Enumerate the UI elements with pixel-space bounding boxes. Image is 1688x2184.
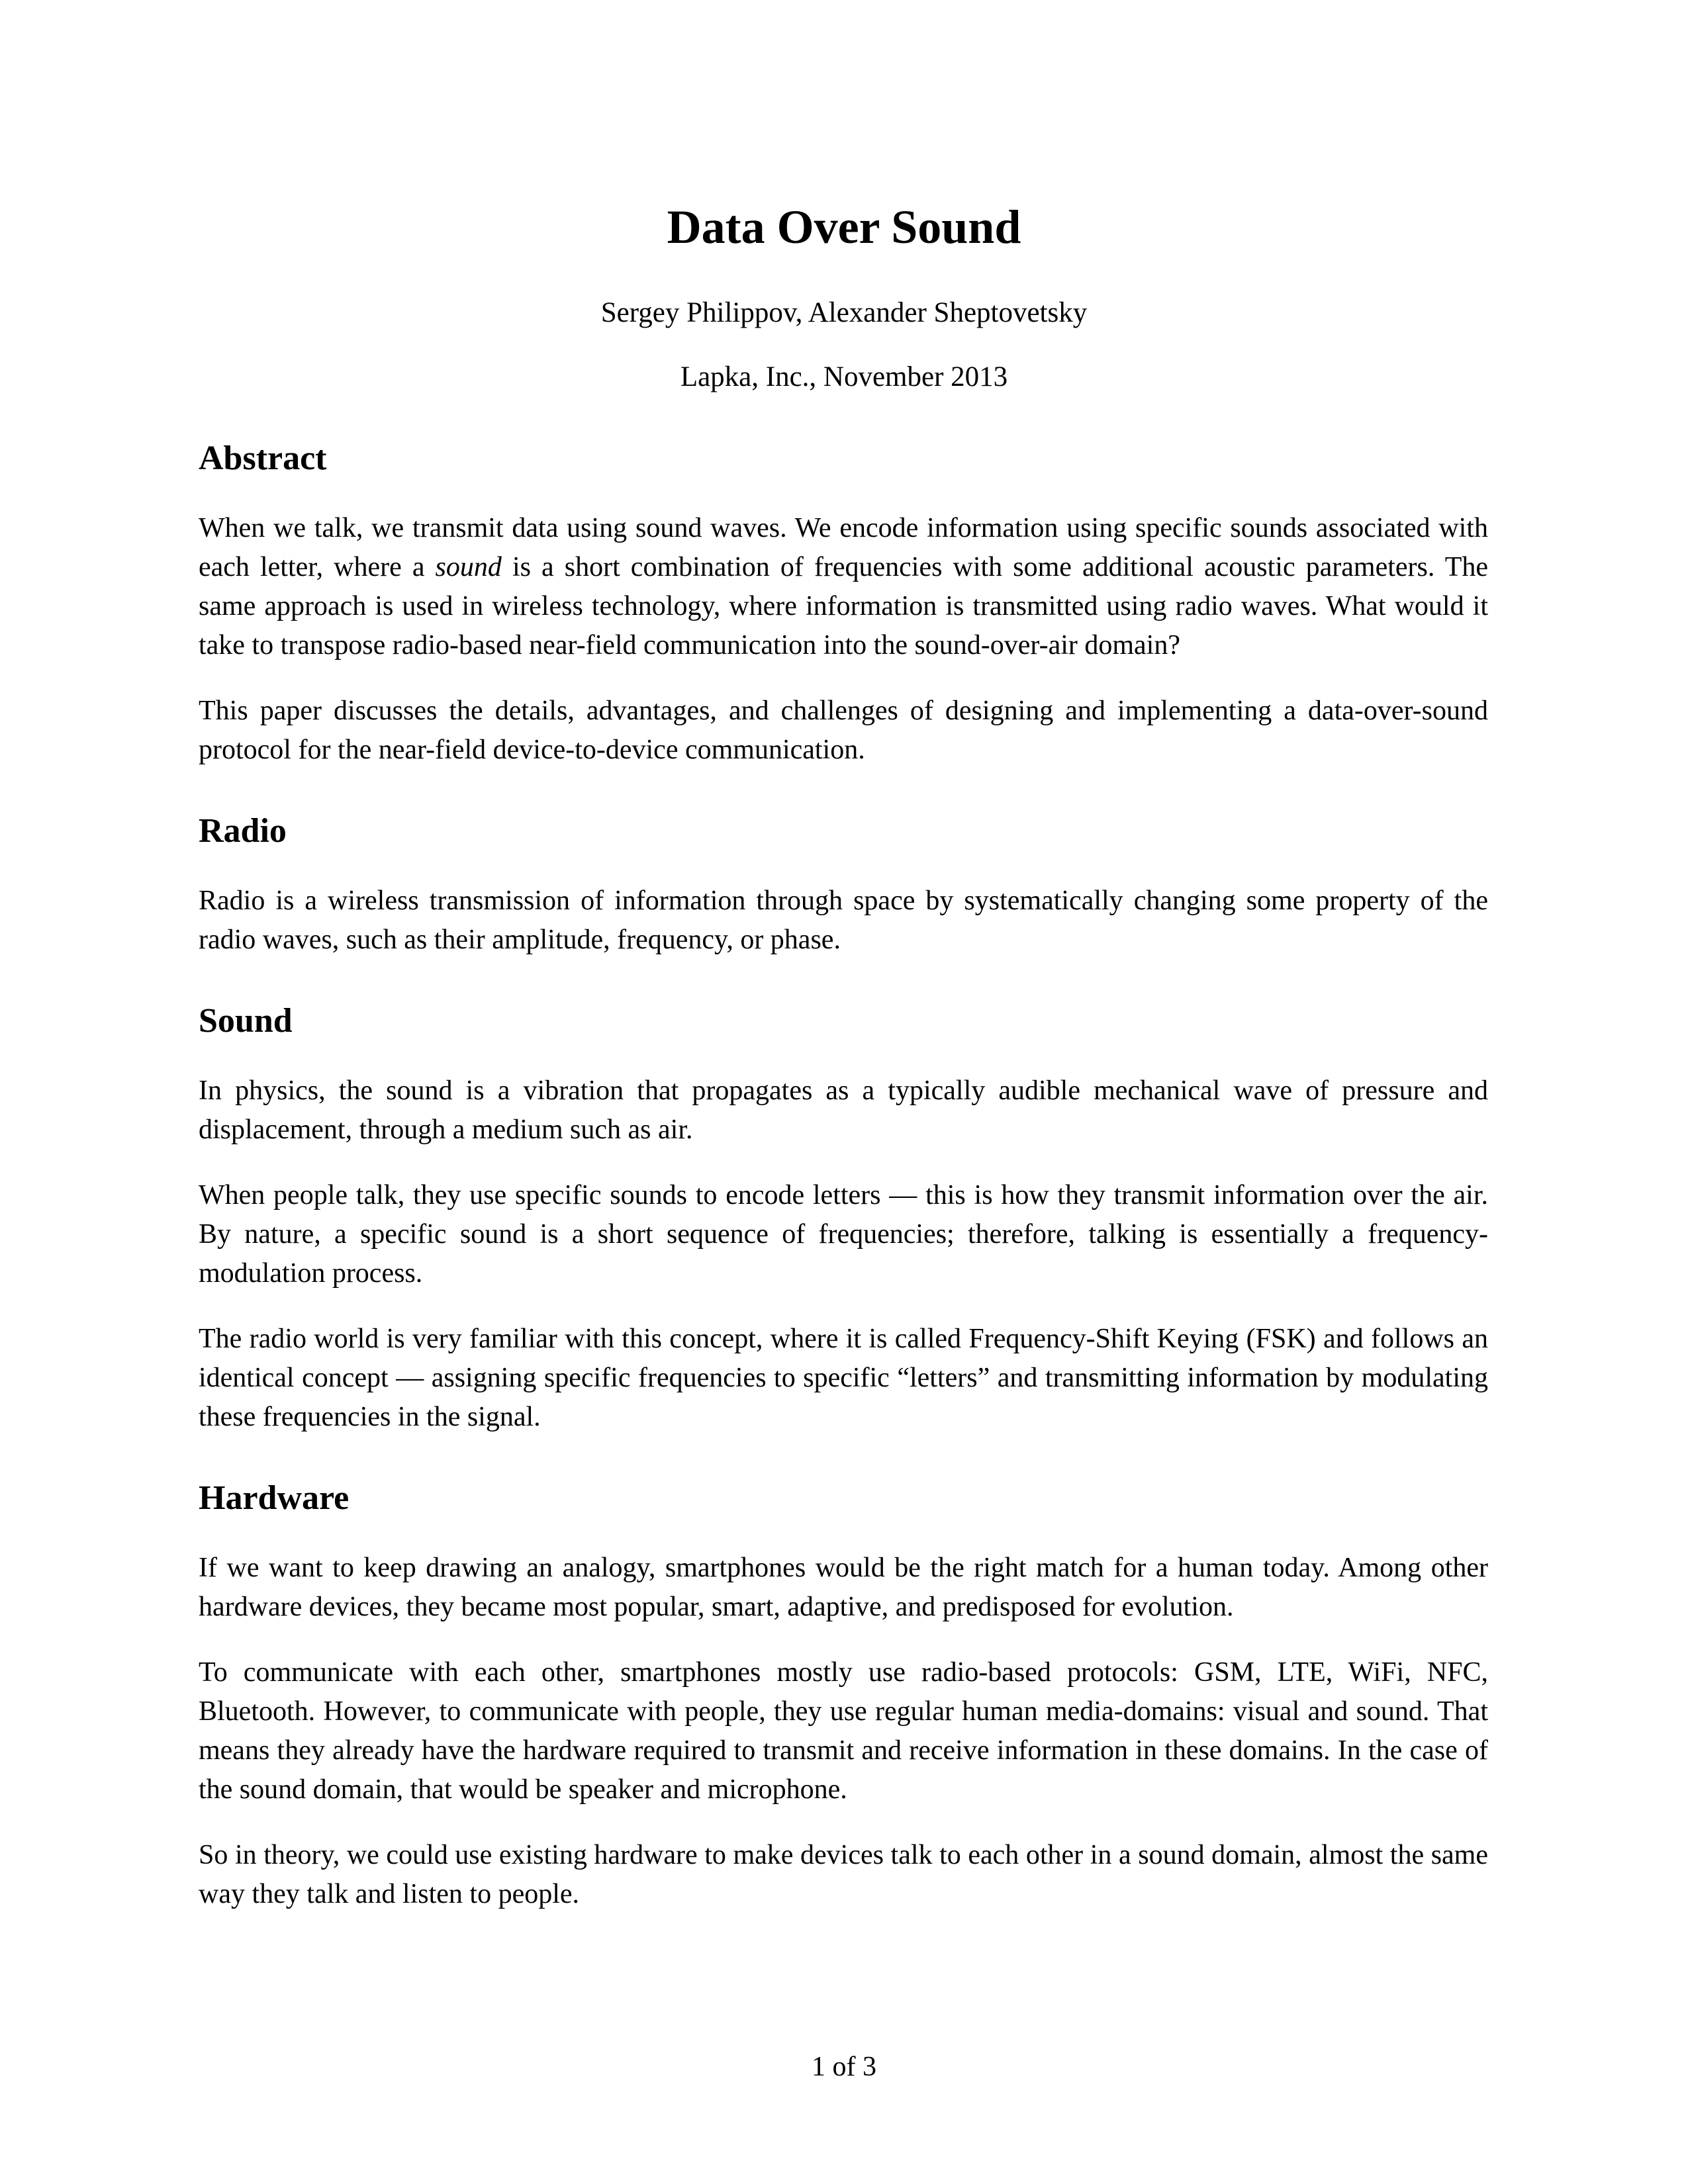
- section-radio: [199, 811, 1488, 960]
- paper-authors: Sergey Philippov, Alexander Sheptovetsky: [600, 297, 1088, 328]
- paragraph-text: When we talk, we transmit data using sound waves. We encode information using specific sounds associated with each letter, where a: [199, 513, 1488, 582]
- paper-body: [199, 439, 1488, 1914]
- paragraph: To communicate with each other, smartphones mostly use radio-based protocols: GSM, LTE, WiFi, NFC, Bluetooth. However, to communicate with people, they use regular human media-domains: visual and sound. That means they already have the hardware required to transmit and receive information in these domains. In the case of the sound domain, that would be speaker and microphone.: [199, 1657, 1488, 1805]
- paragraph: This paper discusses the details, advantages, and challenges of designing and implementing a data-over-sound protocol for the near-field device-to-device communication.: [199, 696, 1488, 765]
- paper-title: Data Over Sound: [667, 201, 1021, 253]
- section-heading: Hardware: [199, 1479, 350, 1517]
- paragraph: When people talk, they use specific sounds to encode letters — this is how they transmit information over the air. By nature, a specific sound is a short sequence of frequencies; therefore, talking is essentially a frequency-modulation process.: [199, 1180, 1488, 1289]
- section-sound: [199, 1001, 1488, 1437]
- paragraph: [199, 509, 1488, 665]
- section-abstract: [199, 439, 1488, 770]
- paragraph-text: is a short combination of frequencies with some additional acoustic parameters. The same approach is used in wireless technology, where information is transmitted using radio waves. What would it take to transpose radio-based near-field communication into the sound-over-air domain?: [199, 552, 1488, 660]
- paragraph: The radio world is very familiar with this concept, where it is called Frequency-Shift Keying (FSK) and follows an identical concept — assigning specific frequencies to specific “letters” and transmitting information by modulating these frequencies in the signal.: [199, 1324, 1488, 1432]
- section-heading: Radio: [199, 812, 287, 850]
- paragraph: If we want to keep drawing an analogy, smartphones would be the right match for a human today. Among other hardware devices, they became most popular, smart, adaptive, and predisposed for evolution.: [199, 1553, 1488, 1622]
- section-hardware: [199, 1479, 1488, 1914]
- emphasized-term: sound: [435, 552, 502, 582]
- page-number: 1 of 3: [812, 2052, 876, 2082]
- section-heading: Abstract: [199, 439, 327, 477]
- paragraph: Radio is a wireless transmission of information through space by systematically changing some property of the radio waves, such as their amplitude, frequency, or phase.: [199, 886, 1488, 955]
- paper-affiliation-date: Lapka, Inc., November 2013: [680, 361, 1008, 392]
- paragraph: In physics, the sound is a vibration that propagates as a typically audible mechanical wave of pressure and displacement, through a medium such as air.: [199, 1075, 1488, 1145]
- section-heading: Sound: [199, 1002, 293, 1040]
- paragraph: So in theory, we could use existing hardware to make devices talk to each other in a sound domain, almost the same way they talk and listen to people.: [199, 1840, 1488, 1909]
